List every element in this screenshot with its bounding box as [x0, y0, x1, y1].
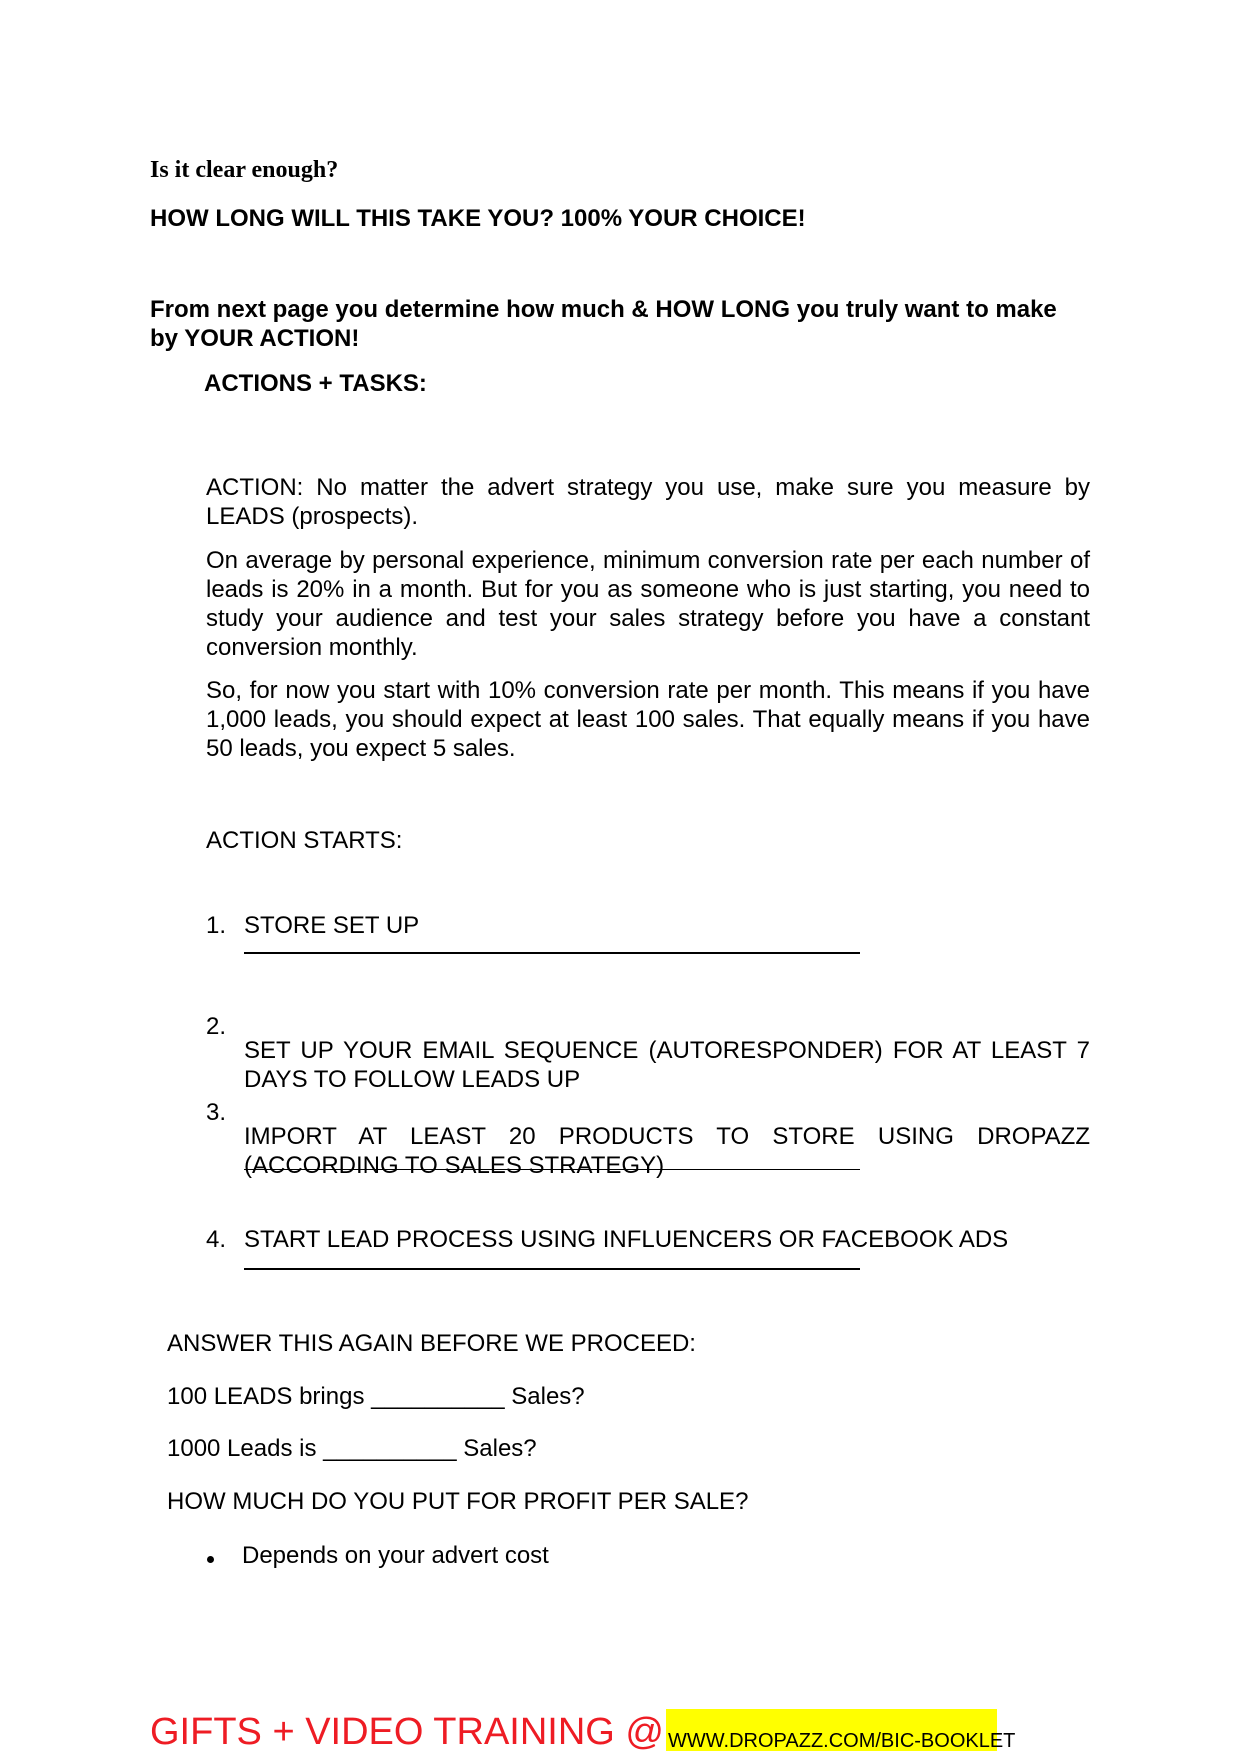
step-start-lead-process: START LEAD PROCESS USING INFLUENCERS OR FACEBOOK ADS	[244, 1226, 1009, 1253]
action-starts-heading: ACTION STARTS:	[206, 827, 403, 854]
step-import-products: IMPORT AT LEAST 20 PRODUCTS TO STORE USING DROPAZZ (ACCORDING TO SALES STRATEGY)	[244, 1123, 1090, 1179]
bullet-advert-cost: Depends on your advert cost	[242, 1542, 549, 1569]
step-email-sequence: SET UP YOUR EMAIL SEQUENCE (AUTORESPONDER) FOR AT LEAST 7 DAYS TO FOLLOW LEADS UP	[244, 1037, 1090, 1093]
footer-url-link[interactable]: WWW.DROPAZZ.COM/BIC-BOOKLET	[666, 1709, 997, 1751]
actions-tasks-heading: ACTIONS + TASKS:	[204, 370, 427, 397]
quiz-question-100-leads: 100 LEADS brings __________ Sales?	[167, 1383, 585, 1410]
quiz-question-1000-leads: 1000 Leads is __________ Sales?	[167, 1435, 537, 1462]
answer-line	[244, 1268, 860, 1270]
paragraph-for-now: So, for now you start with 10% conversion rate per month. This means if you have 1,000 leads, you should expect at least 100 sales. That equally means if you have 50 leads, you expect 5 sales.	[206, 677, 1090, 762]
step-number: 3.	[206, 1099, 227, 1126]
footer-promo: GIFTS + VIDEO TRAINING @	[150, 1711, 665, 1753]
how-long-heading: HOW LONG WILL THIS TAKE YOU? 100% YOUR CHOICE!	[150, 205, 806, 232]
paragraph-action: ACTION: No matter the advert strategy you use, make sure you measure by LEADS (prospects).	[206, 474, 1090, 530]
quiz-heading: ANSWER THIS AGAIN BEFORE WE PROCEED:	[167, 1330, 696, 1357]
intro-question: Is it clear enough?	[150, 157, 339, 183]
bullet-point	[207, 1556, 214, 1563]
answer-line	[244, 952, 860, 954]
answer-line	[244, 1169, 860, 1170]
step-number: 1.	[206, 912, 227, 939]
from-next-heading: From next page you determine how much & HOW LONG you truly want to make by YOUR ACTION!	[150, 296, 1057, 352]
step-number: 4.	[206, 1226, 227, 1253]
paragraph-average: On average by personal experience, minimum conversion rate per each number of leads is 20% in a month. But for you as someone who is just starting, you need to study your audience and test your sales strategy before you have a constant conversion monthly.	[206, 547, 1090, 661]
step-store-setup: STORE SET UP	[244, 912, 420, 939]
quiz-question-profit: HOW MUCH DO YOU PUT FOR PROFIT PER SALE?	[167, 1488, 749, 1515]
step-number: 2.	[206, 1013, 227, 1040]
